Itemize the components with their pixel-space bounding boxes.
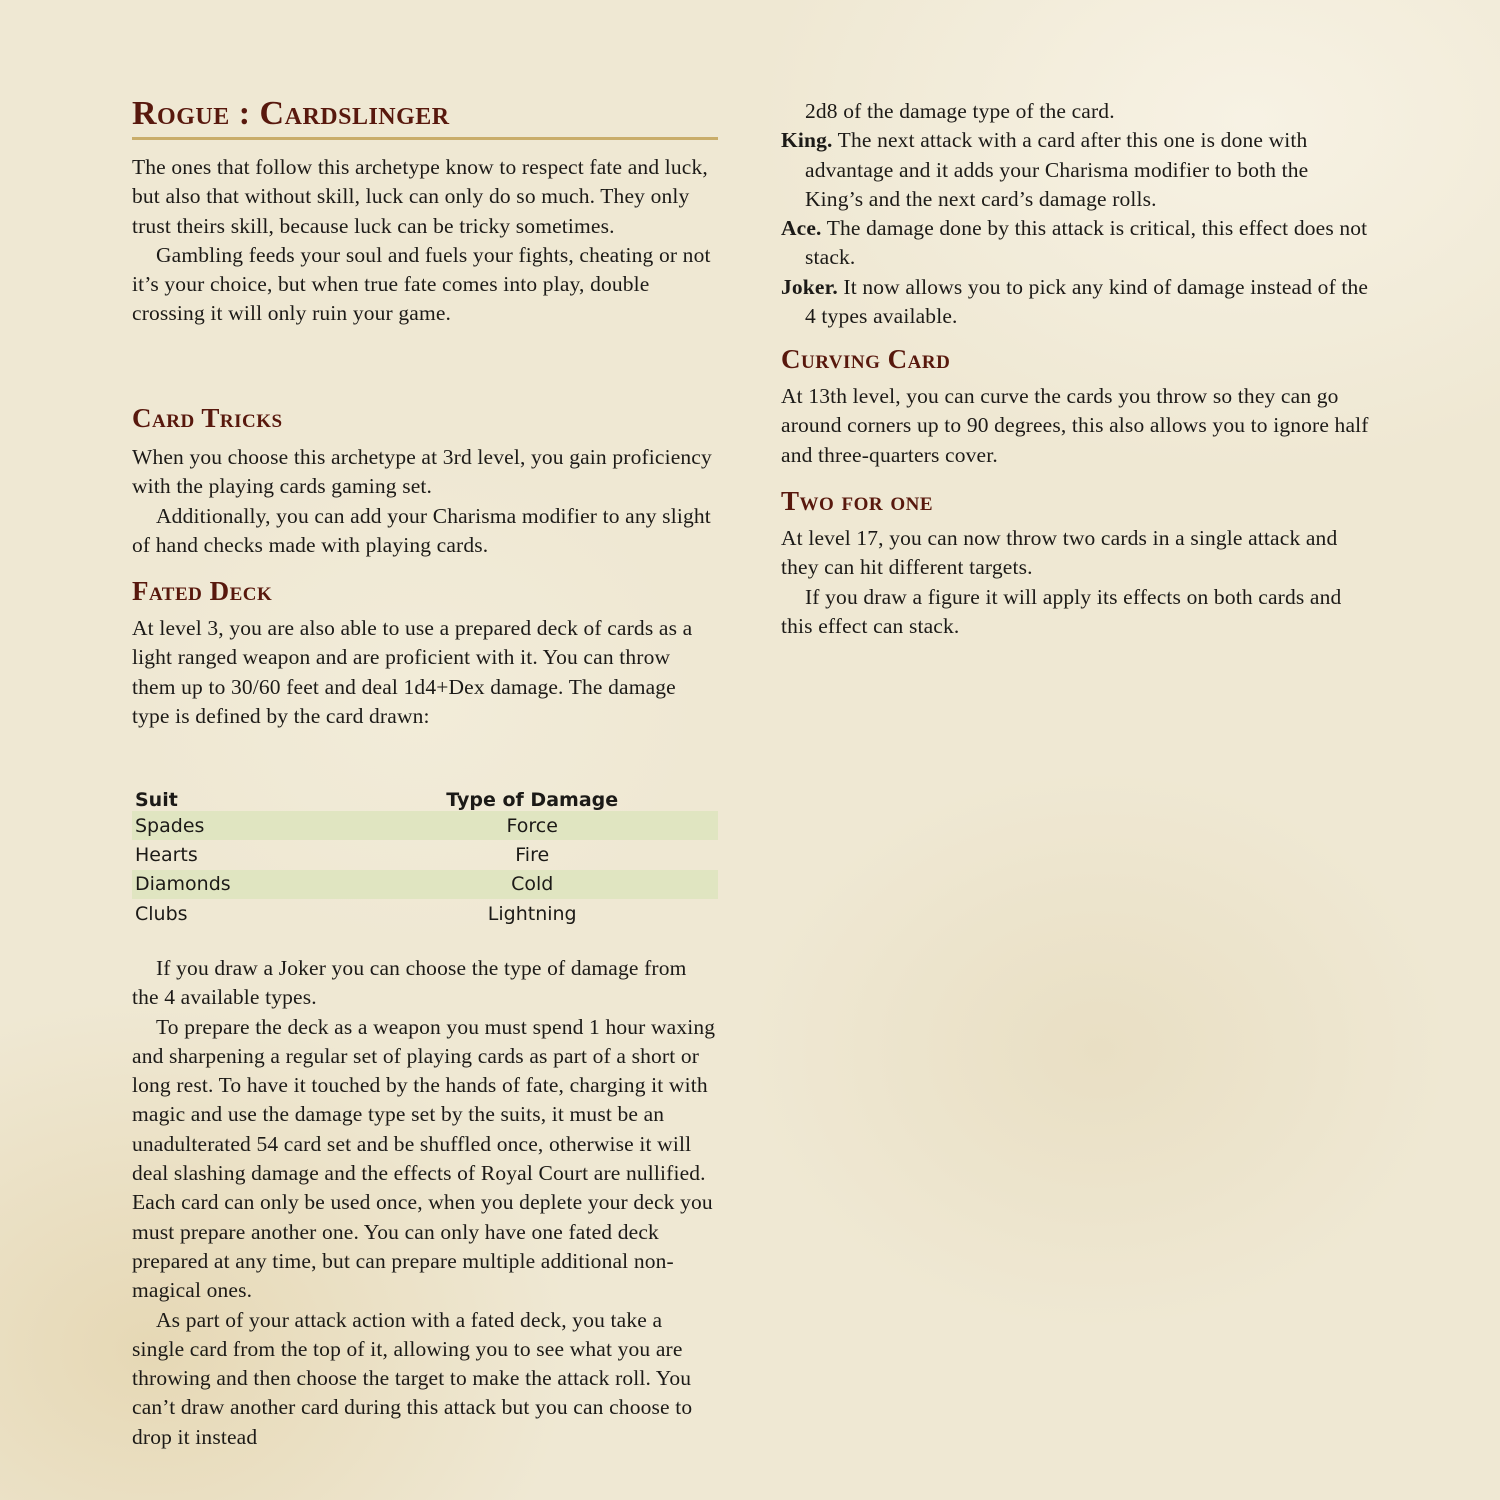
fated-deck-paragraph: To prepare the deck as a weapon you must spend 1 hour waxing and sharpening a regular set of playing cards as part of a short or long rest. To have it touched by the hands of fate, charging it with magic and use the damage type set by the suits, it must be an unadulterated 54 card set and be shuffled once, otherwise it will deal slashing damage and the effects of Royal Court are nullified. Each card can only be used once, when you deplete your deck you must prepare another one. You can only have one fated deck prepared at any time, but can prepare multiple additional non-magical ones. <box>132 1014 716 1303</box>
table-header-damage: Type of Damage <box>446 789 619 811</box>
fated-deck-paragraph: At level 3, you are also able to use a prepared deck of cards as a light ranged weapon and are proficient with it. You can throw them up to 30/60 feet and deal 1d4+Dex damage. The damage type is defined by the card drawn: <box>132 616 693 728</box>
entry-text: The damage done by this attack is critical, this effect does not stack. <box>805 216 1368 270</box>
fated-deck-intro <box>132 614 718 731</box>
royal-court-entry-joker <box>781 273 1371 332</box>
curving-card-section <box>781 382 1371 470</box>
card-tricks-paragraph: When you choose this archetype at 3rd level, you gain proficiency with the playing cards gaming set. <box>132 445 712 499</box>
fated-deck-paragraph: As part of your attack action with a fated deck, you take a single card from the top of it, allowing you to see what you are throwing and then choose the target to make the attack roll. You can’t draw another card during this attack but you can choose to drop it instead <box>132 1307 693 1449</box>
curving-card-heading: Curving Card <box>781 344 951 374</box>
table-row <box>132 899 718 928</box>
table-row <box>132 840 718 869</box>
intro-paragraph: Gambling feeds your soul and fuels your fights, cheating or not it’s your choice, but when true fate comes into play, double crossing it will only ruin your game. <box>132 242 711 326</box>
entry-text: It now allows you to pick any kind of damage instead of the 4 types available. <box>805 274 1369 329</box>
table-row <box>132 811 718 840</box>
fated-deck-paragraph: If you draw a Joker you can choose the type of damage from the 4 available types. <box>132 956 687 1010</box>
table-cell-suit: Clubs <box>135 902 188 925</box>
two-for-one-section <box>781 524 1371 641</box>
royal-court-entry-ace <box>781 214 1371 273</box>
curving-card-paragraph: At 13th level, you can curve the cards you throw so they can go around corners up to 90 degrees, this also allows you to ignore half and three-quarters cover. <box>781 384 1369 467</box>
entry-term: King. <box>781 128 833 153</box>
table-cell-damage: Force <box>343 811 718 840</box>
table-cell-suit: Spades <box>132 811 343 840</box>
table-row <box>132 870 718 899</box>
card-tricks-section <box>132 443 718 560</box>
intro-section <box>132 153 718 329</box>
royal-court-continued: 2d8 of the damage type of the card. <box>805 99 1115 123</box>
entry-term: Ace. <box>781 216 822 241</box>
table-cell-suit: Hearts <box>135 843 198 866</box>
card-tricks-heading: Card Tricks <box>132 403 283 433</box>
royal-court-section <box>781 97 1371 331</box>
table-cell-damage: Fire <box>515 843 550 866</box>
two-for-one-paragraph: At level 17, you can now throw two cards in a single attack and they can hit different targets. <box>781 526 1338 580</box>
damage-type-table <box>132 781 718 928</box>
two-for-one-heading: Two for one <box>781 486 934 516</box>
table-cell-damage: Lightning <box>487 902 577 925</box>
table-cell-suit: Diamonds <box>132 870 343 899</box>
royal-court-entry-king <box>781 126 1371 214</box>
table-cell-damage: Cold <box>343 870 718 899</box>
fated-deck-details <box>132 954 718 1500</box>
table-header-suit: Suit <box>135 789 178 811</box>
intro-paragraph: The ones that follow this archetype know to respect fate and luck, but also that without skill, luck can only do so much. They only trust theirs skill, because luck can be tricky sometimes. <box>132 155 708 238</box>
entry-text: The next attack with a card after this one is done with advantage and it adds your Charisma modifier to both the King’s and the next card’s damage rolls. <box>805 128 1309 211</box>
page-title: Rogue : Cardslinger <box>132 95 450 132</box>
card-tricks-paragraph: Additionally, you can add your Charisma modifier to any slight of hand checks made with playing cards. <box>132 503 711 557</box>
entry-term: Joker. <box>781 274 838 299</box>
two-for-one-paragraph: If you draw a figure it will apply its effects on both cards and this effect can stack. <box>781 584 1342 638</box>
title-underline <box>132 137 718 140</box>
fated-deck-heading: Fated Deck <box>132 576 273 606</box>
table-header-row <box>132 781 718 811</box>
